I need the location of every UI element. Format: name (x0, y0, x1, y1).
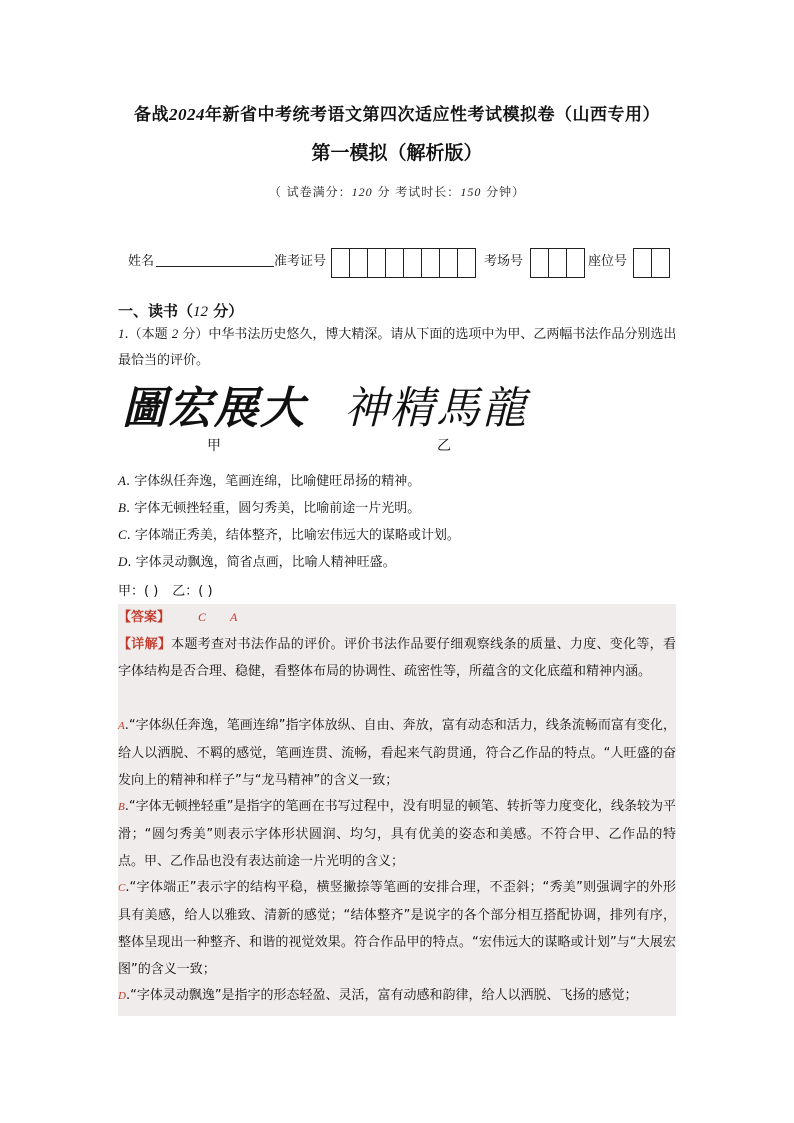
blank-yi[interactable]: 乙：( ) (172, 584, 213, 599)
calligraphy-work-a: 圖宏展大 (122, 383, 306, 434)
option-c: C. 字体端正秀美，结体整齐，比喻宏伟远大的谋略或计划。 (118, 527, 460, 543)
label-yi: 乙 (437, 438, 451, 454)
ticket-number-boxes[interactable] (331, 248, 476, 278)
blank-jia[interactable]: 甲：( ) (118, 584, 159, 599)
option-a: A. 字体纵任奔逸，笔画连绵，比喻健旺昂扬的精神。 (118, 473, 421, 489)
question-1-stem: 1.（本题 2 分）中华书法历史悠久，博大精深。请从下面的选项中为甲、乙两幅书法作品分别选出最恰当的评价。 (118, 326, 677, 368)
calligraphy-work-b: 神精馬龍 (344, 383, 528, 434)
name-label: 姓名 (128, 254, 155, 269)
detail-option-c: C.“字体端正”表示字的结构平稳，横竖撇捺等笔画的安排合理，不歪斜；“秀美”则强调字的外形具有美感，给人以雅致、清新的感觉；“结体整齐”是说字的各个部分相互搭配协调，排列有序，整体呈现出一种整齐、和谐的视觉效果。符合作品甲的特点。“宏伟远大的谋略或计划”与“大展宏图”的含义一致； (118, 880, 676, 977)
exam-room-label: 考场号 (484, 254, 524, 269)
seat-number-label: 座位号 (588, 254, 628, 269)
section-heading: 一、读书（12 分） (118, 302, 244, 320)
detail-option-b: B.“字体无顿挫轻重”是指字的笔画在书写过程中，没有明显的顿笔、转折等力度变化，线条较为平滑；“圆匀秀美”则表示字体形状圆润、均匀，具有优美的姿态和美感。不符合甲、乙作品的特点。甲、乙作品也没有表达前途一片光明的含义； (118, 799, 676, 869)
detail-paragraph: 【详解】本题考查对书法作品的评价。评价书法作品要仔细观察线条的质量、力度、变化等，看字体结构是否合理、稳健，看整体布局的协调性、疏密性等，所蕴含的文化底蕴和精神内涵。 (118, 637, 676, 679)
seat-number-boxes[interactable] (633, 248, 670, 278)
exam-room-boxes[interactable] (530, 248, 585, 278)
answer-line: 【答案】 C A (118, 610, 238, 625)
exam-score-time: （ 试卷满分：120 分 考试时长：150 分钟） (268, 185, 526, 199)
document-title: 备战2024年新省中考统考语文第四次适应性考试模拟卷（山西专用） (134, 105, 660, 125)
option-d: D. 字体灵动飘逸，简省点画，比喻人精神旺盛。 (118, 554, 396, 570)
candidate-info-row (128, 248, 688, 280)
name-field[interactable] (156, 266, 274, 267)
document-subtitle: 第一模拟（解析版） (311, 142, 483, 164)
label-jia: 甲 (207, 438, 221, 454)
detail-option-d: D.“字体灵动飘逸”是指字的形态轻盈、灵活，富有动感和韵律，给人以洒脱、飞扬的感觉； (118, 988, 638, 1003)
option-b: B. 字体无顿挫轻重，圆匀秀美，比喻前途一片光明。 (118, 500, 421, 516)
calligraphy-images (118, 370, 558, 440)
detail-option-a: A.“字体纵任奔逸，笔画连绵”指字体放纵、自由、奔放，富有动态和活力，线条流畅而富有变化，给人以洒脱、不羁的感觉，笔画连贯、流畅，看起来气韵贯通，符合乙作品的特点。“人旺盛的奋发向上的精神和样子”与“龙马精神”的含义一致； (118, 718, 676, 788)
ticket-number-label: 准考证号 (274, 254, 327, 269)
answer-blanks (118, 580, 213, 599)
